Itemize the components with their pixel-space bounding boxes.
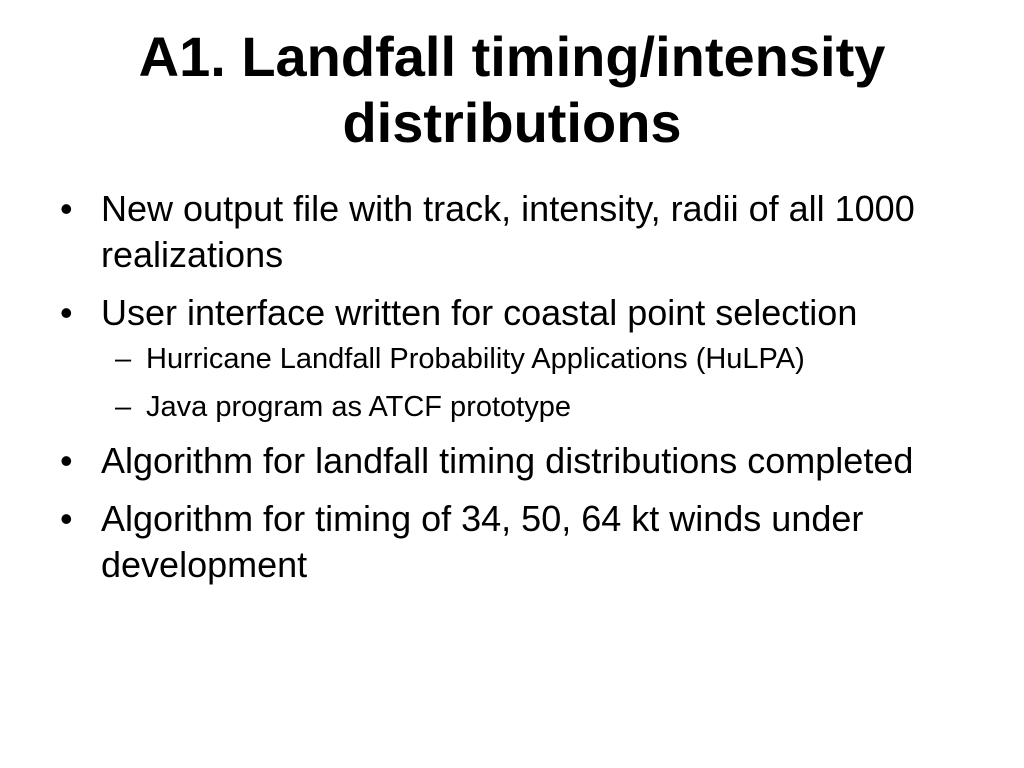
slide-title: A1. Landfall timing/intensity distributions bbox=[138, 25, 886, 154]
bullet-list bbox=[60, 186, 960, 600]
bullet-item bbox=[60, 496, 960, 588]
bullet-text: Algorithm for timing of 34, 50, 64 kt winds under development bbox=[101, 498, 864, 585]
bullet-icon: • bbox=[60, 440, 73, 481]
dash-icon: – bbox=[115, 343, 132, 375]
bullet-item bbox=[60, 438, 960, 484]
sub-bullet-item bbox=[60, 342, 960, 377]
bullet-icon: • bbox=[60, 498, 73, 539]
sub-bullet-item bbox=[60, 390, 960, 425]
bullet-text: Algorithm for landfall timing distributions completed bbox=[101, 440, 914, 481]
bullet-item bbox=[60, 186, 960, 278]
bullet-text: User interface written for coastal point selection bbox=[101, 292, 858, 333]
dash-icon: – bbox=[115, 391, 132, 423]
sub-bullet-text: Hurricane Landfall Probability Applications (HuLPA) bbox=[146, 343, 805, 375]
bullet-icon: • bbox=[60, 292, 73, 333]
bullet-text: New output file with track, intensity, radii of all 1000 realizations bbox=[101, 188, 915, 275]
sub-bullet-text: Java program as ATCF prototype bbox=[146, 391, 571, 423]
bullet-item bbox=[60, 290, 960, 425]
sub-bullet-list bbox=[60, 342, 960, 425]
bullet-icon: • bbox=[60, 188, 73, 229]
